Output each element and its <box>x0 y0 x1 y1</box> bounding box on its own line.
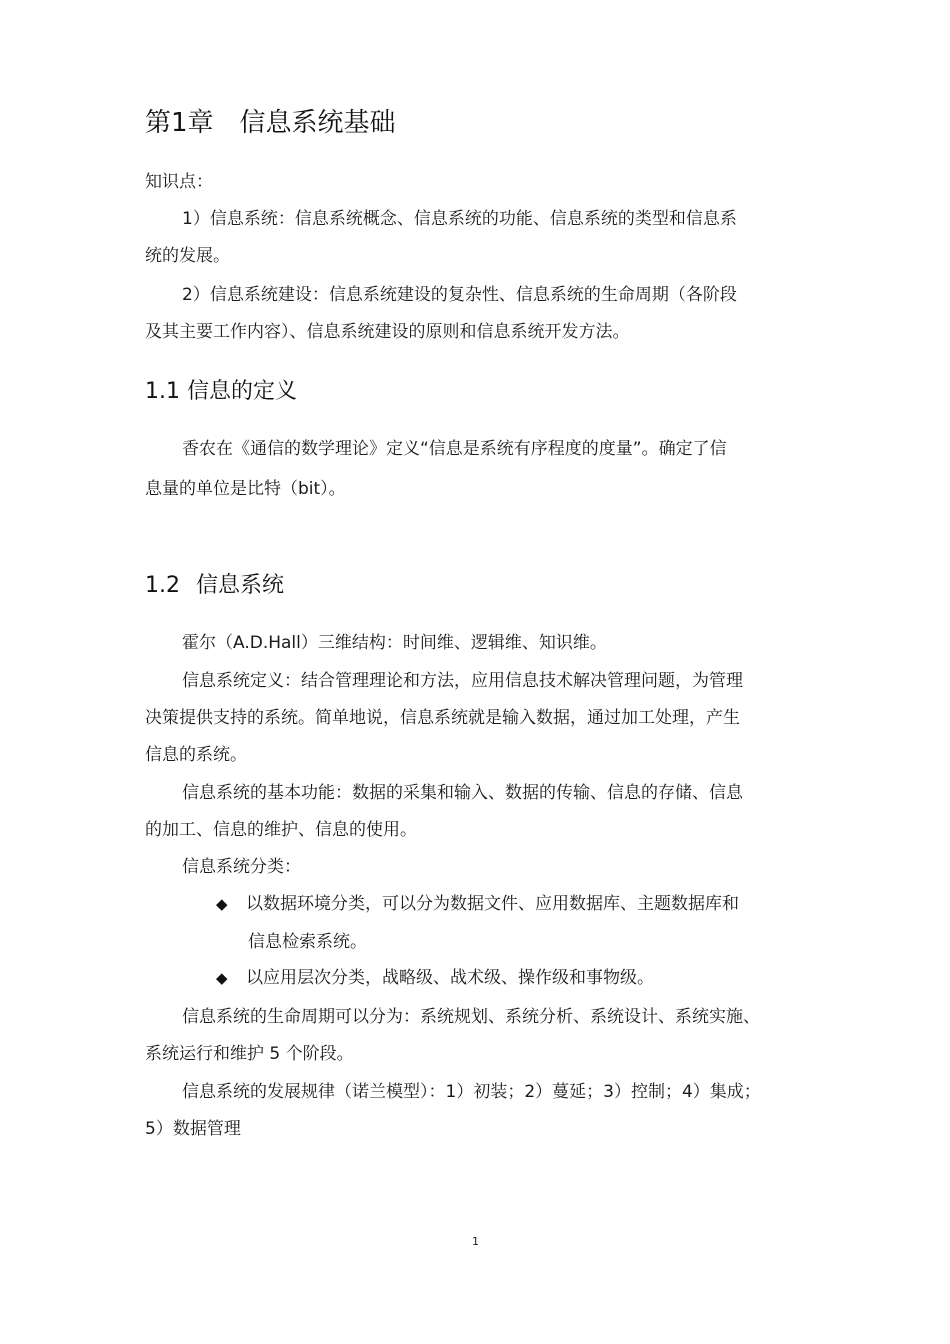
knowledge-item-2-line-2: 及其主要工作内容）、信息系统建设的原则和信息系统开发方法。 <box>145 322 630 342</box>
classification-bullet-1-line-1: 以数据环境分类，可以分为数据文件、应用数据库、主题数据库和 <box>246 894 739 914</box>
chapter-number: 第1章 <box>145 108 214 138</box>
hall-structure-text: 霍尔（A.D.Hall）三维结构：时间维、逻辑维、知识维。 <box>182 633 607 653</box>
chapter-name: 信息系统基础 <box>239 108 396 138</box>
section-1-1-para-line-1: 香农在《通信的数学理论》定义“信息是系统有序程度的度量”。确定了信 <box>182 439 727 459</box>
definition-line-3: 信息的系统。 <box>145 745 247 765</box>
section-name: 信息系统 <box>196 573 285 598</box>
lifecycle-line-2: 系统运行和维护 5 个阶段。 <box>145 1044 354 1064</box>
section-heading-1-2 <box>145 571 284 601</box>
nolan-line-2: 5）数据管理 <box>145 1119 241 1139</box>
lifecycle-line-1: 信息系统的生命周期可以分为：系统规划、系统分析、系统设计、系统实施、 <box>182 1007 760 1027</box>
section-heading-1-1: 1.1 信息的定义 <box>145 379 297 404</box>
knowledge-item-2-line-1: 2）信息系统建设：信息系统建设的复杂性、信息系统的生命周期（各阶段 <box>182 285 737 305</box>
functions-line-1: 信息系统的基本功能：数据的采集和输入、数据的传输、信息的存储、信息 <box>182 783 743 803</box>
functions-line-2: 的加工、信息的维护、信息的使用。 <box>145 820 417 840</box>
classification-bullet-1-line-2: 信息检索系统。 <box>248 932 367 952</box>
section-1-1-para-line-2: 息量的单位是比特（bit）。 <box>145 479 346 499</box>
knowledge-label: 知识点： <box>145 172 213 192</box>
knowledge-item-1-line-2: 统的发展。 <box>145 246 230 266</box>
classification-label: 信息系统分类： <box>182 857 301 877</box>
definition-line-1: 信息系统定义：结合管理理论和方法，应用信息技术解决管理问题，为管理 <box>182 671 743 691</box>
page-number: 1 <box>472 1235 479 1248</box>
classification-bullet-2: 以应用层次分类，战略级、战术级、操作级和事物级。 <box>246 968 654 988</box>
section-number: 1.2 <box>145 573 180 598</box>
chapter-title <box>145 106 396 140</box>
bullet-diamond-icon: ◆ <box>216 895 228 913</box>
bullet-diamond-icon: ◆ <box>216 969 228 987</box>
definition-line-2: 决策提供支持的系统。简单地说，信息系统就是输入数据，通过加工处理，产生 <box>145 708 740 728</box>
knowledge-item-1-line-1: 1）信息系统：信息系统概念、信息系统的功能、信息系统的类型和信息系 <box>182 209 737 229</box>
nolan-line-1: 信息系统的发展规律（诺兰模型）：1）初装；2）蔓延；3）控制；4）集成； <box>182 1082 761 1102</box>
